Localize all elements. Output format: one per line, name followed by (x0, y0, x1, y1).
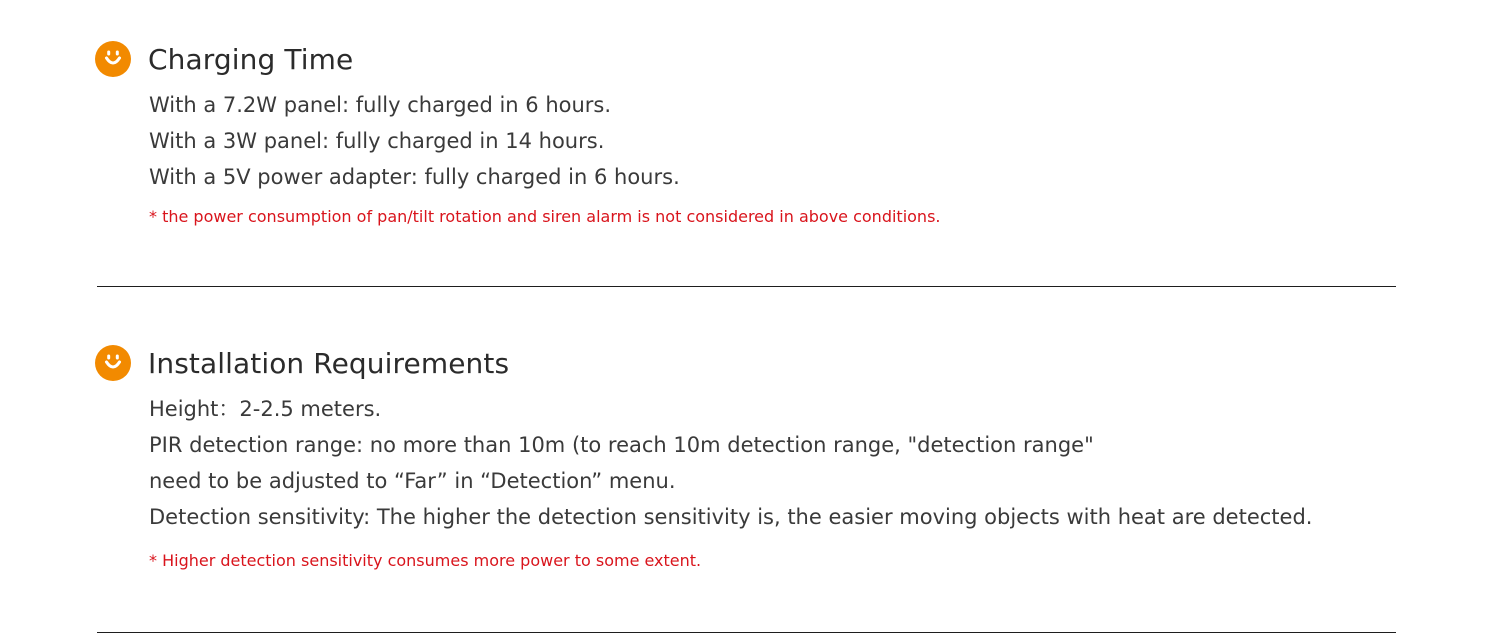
section-divider (97, 632, 1396, 633)
spec-line: need to be adjusted to “Far” in “Detection” menu. (149, 469, 676, 493)
spec-line: PIR detection range: no more than 10m (to reach 10m detection range, "detection range" (149, 433, 1094, 457)
spec-line: Height：2-2.5 meters. (149, 397, 382, 421)
spec-line: With a 7.2W panel: fully charged in 6 hours. (149, 93, 612, 117)
section-heading-row (95, 344, 509, 382)
section-divider (97, 286, 1396, 287)
section-title: Charging Time (148, 42, 354, 76)
spec-line: With a 3W panel: fully charged in 14 hours. (149, 129, 605, 153)
smile-badge-icon (95, 41, 131, 77)
section-title: Installation Requirements (148, 346, 510, 380)
spec-line: With a 5V power adapter: fully charged in 6 hours. (149, 165, 680, 189)
footnote: * Higher detection sensitivity consumes more power to some extent. (149, 551, 702, 570)
spec-list (149, 87, 680, 195)
smile-badge-icon (95, 345, 131, 381)
footnote: * the power consumption of pan/tilt rotation and siren alarm is not considered in above conditions. (149, 207, 941, 226)
section-heading-row (95, 40, 353, 78)
spec-line: Detection sensitivity: The higher the detection sensitivity is, the easier moving objects with heat are detected. (149, 505, 1313, 529)
spec-list (149, 391, 1312, 535)
